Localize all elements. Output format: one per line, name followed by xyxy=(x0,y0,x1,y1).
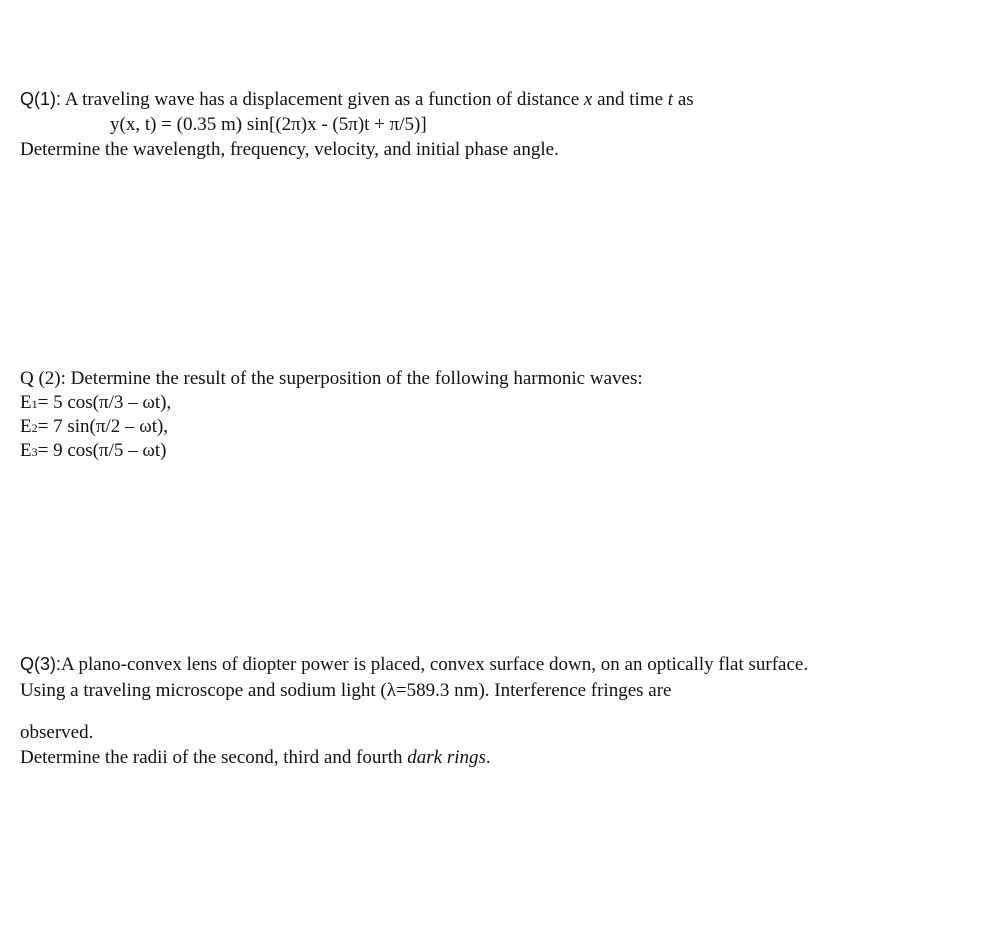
q2-wave-1-expr: = 5 cos(π/3 – ωt), xyxy=(37,392,172,413)
q2-wave-3 xyxy=(20,439,166,464)
q1-equation: y(x, t) = (0.35 m) sin[(2π)x - (5π)t + π/5)] xyxy=(110,114,427,135)
q2-wave-3-index: 3 xyxy=(31,445,38,459)
q3-task-b: . xyxy=(485,747,491,768)
q2-title: Q (2): Determine the result of the superposition of the following harmonic waves: xyxy=(20,368,643,389)
q2-wave-2-index: 2 xyxy=(31,421,38,435)
q1-intro-a: A traveling wave has a displacement given as a function of distance xyxy=(61,89,584,110)
q1-var-t: t xyxy=(667,89,674,110)
q2-wave-2-name: E xyxy=(20,416,32,437)
q3-label: Q(3): xyxy=(20,654,62,674)
q3-line-3: observed. xyxy=(20,722,94,743)
q2-wave-2 xyxy=(20,415,168,440)
q2-wave-3-name: E xyxy=(20,440,32,461)
q2-wave-1-index: 1 xyxy=(31,397,38,411)
q3-task-emphasis: dark rings xyxy=(407,747,486,768)
q1-intro-c: as xyxy=(673,89,694,110)
q3-line-2: Using a traveling microscope and sodium light (λ=589.3 nm). Interference fringes are xyxy=(20,680,672,701)
q2-wave-1-name: E xyxy=(20,392,32,413)
q3-task-a: Determine the radii of the second, third and fourth xyxy=(20,747,408,768)
q3-line-1 xyxy=(20,652,808,677)
q1-intro-b: and time xyxy=(592,89,668,110)
q2-wave-1 xyxy=(20,391,171,416)
q3-task xyxy=(20,746,491,770)
q1-intro xyxy=(20,87,694,112)
q1-task: Determine the wavelength, frequency, velocity, and initial phase angle. xyxy=(20,139,559,160)
q3-line-1-rest: A plano-convex lens of diopter power is placed, convex surface down, on an optically flat surface. xyxy=(61,654,809,675)
q1-var-x: x xyxy=(583,89,593,110)
q2-wave-2-expr: = 7 sin(π/2 – ωt), xyxy=(37,416,169,437)
q1-label: Q(1): xyxy=(20,89,62,109)
q2-wave-3-expr: = 9 cos(π/5 – ωt) xyxy=(37,440,167,461)
